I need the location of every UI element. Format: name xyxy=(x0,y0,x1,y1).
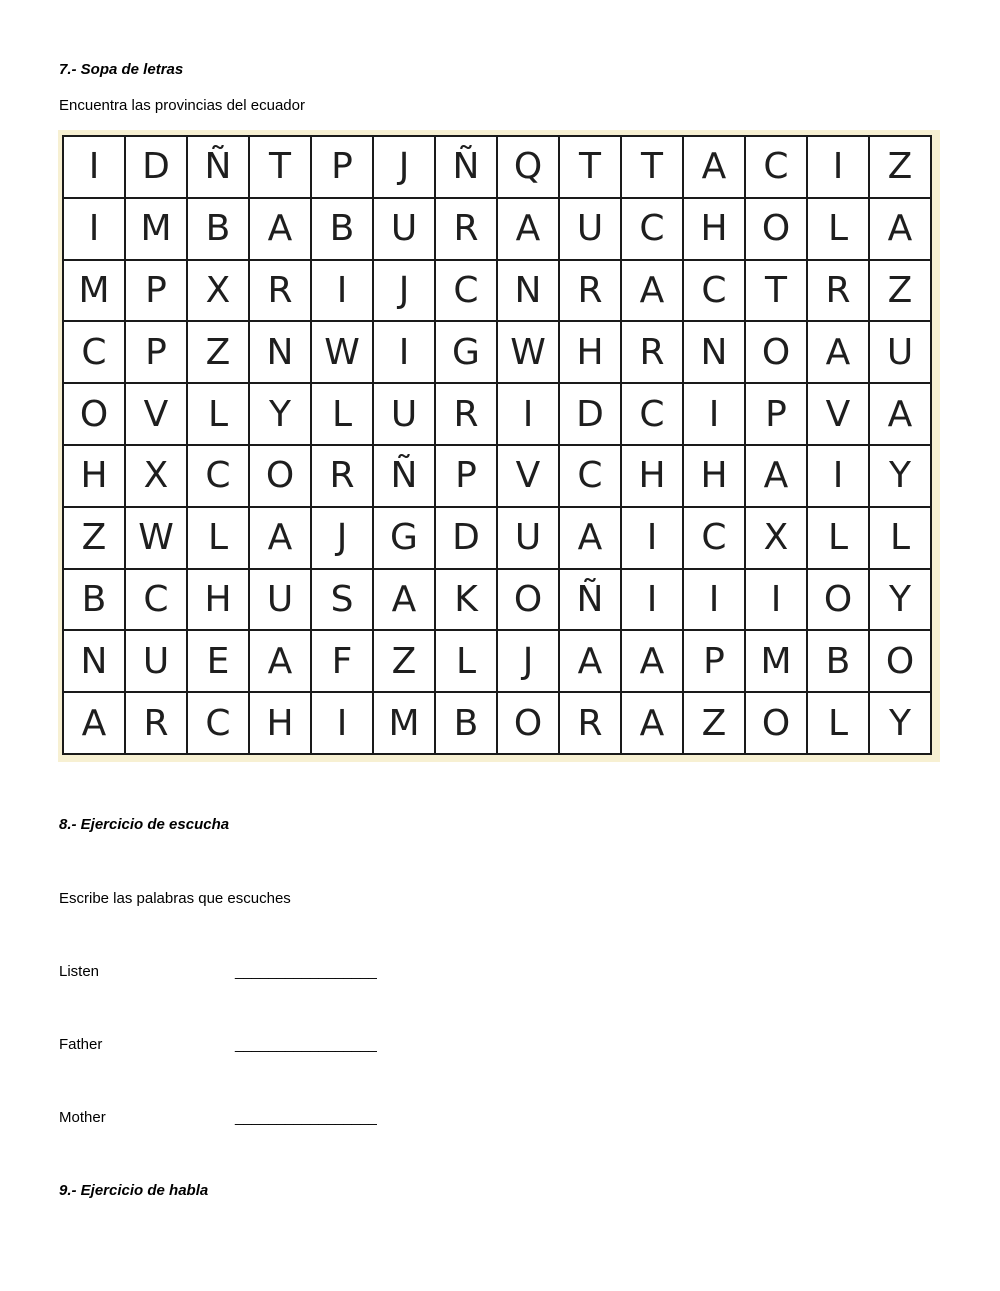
grid-cell[interactable]: D xyxy=(126,137,188,199)
section-8-instruction: Escribe las palabras que escuches xyxy=(59,890,291,907)
grid-cell[interactable]: C xyxy=(188,693,250,755)
grid-cell[interactable]: I xyxy=(808,137,870,199)
grid-cell[interactable]: R xyxy=(250,261,312,323)
grid-cell[interactable]: V xyxy=(808,384,870,446)
grid-cell[interactable]: M xyxy=(64,261,126,323)
grid-cell[interactable]: J xyxy=(498,631,560,693)
grid-cell[interactable]: R xyxy=(436,199,498,261)
grid-cell[interactable]: Z xyxy=(64,508,126,570)
grid-cell[interactable]: Y xyxy=(870,693,932,755)
grid-cell[interactable]: R xyxy=(436,384,498,446)
grid-cell[interactable]: G xyxy=(436,322,498,384)
grid-cell[interactable]: L xyxy=(808,508,870,570)
grid-cell[interactable]: M xyxy=(746,631,808,693)
grid-cell[interactable]: X xyxy=(188,261,250,323)
grid-cell[interactable]: U xyxy=(126,631,188,693)
grid-cell[interactable]: A xyxy=(870,199,932,261)
grid-cell[interactable]: S xyxy=(312,570,374,632)
grid-cell[interactable]: X xyxy=(126,446,188,508)
grid-cell[interactable]: Z xyxy=(870,261,932,323)
grid-cell[interactable]: L xyxy=(808,199,870,261)
grid-cell[interactable]: I xyxy=(622,570,684,632)
section-7-title: 7.- Sopa de letras xyxy=(59,61,184,78)
grid-cell[interactable]: Z xyxy=(870,137,932,199)
grid-cell[interactable]: Ñ xyxy=(374,446,436,508)
grid-cell[interactable]: T xyxy=(560,137,622,199)
grid-cell[interactable]: O xyxy=(64,384,126,446)
grid-cell[interactable]: Y xyxy=(250,384,312,446)
grid-cell[interactable]: A xyxy=(560,631,622,693)
grid-cell[interactable]: A xyxy=(560,508,622,570)
answer-blank[interactable]: _________________ xyxy=(235,1109,377,1126)
grid-cell[interactable]: O xyxy=(498,570,560,632)
grid-cell[interactable]: R xyxy=(622,322,684,384)
grid-cell[interactable]: A xyxy=(870,384,932,446)
grid-cell[interactable]: E xyxy=(188,631,250,693)
grid-cell[interactable]: I xyxy=(684,384,746,446)
grid-cell[interactable]: F xyxy=(312,631,374,693)
answer-blank[interactable]: _________________ xyxy=(235,1036,377,1053)
grid-cell[interactable]: P xyxy=(312,137,374,199)
grid-cell[interactable]: H xyxy=(684,199,746,261)
grid-cell[interactable]: I xyxy=(64,137,126,199)
grid-cell[interactable]: J xyxy=(374,261,436,323)
grid-cell[interactable]: H xyxy=(560,322,622,384)
grid-cell[interactable]: V xyxy=(126,384,188,446)
grid-cell[interactable]: A xyxy=(250,199,312,261)
grid-cell[interactable]: U xyxy=(374,384,436,446)
grid-cell[interactable]: L xyxy=(188,508,250,570)
grid-cell[interactable]: C xyxy=(64,322,126,384)
grid-cell[interactable]: L xyxy=(188,384,250,446)
grid-cell[interactable]: D xyxy=(560,384,622,446)
grid-cell[interactable]: C xyxy=(622,199,684,261)
grid-cell[interactable]: U xyxy=(498,508,560,570)
grid-cell[interactable]: T xyxy=(746,261,808,323)
grid-cell[interactable]: A xyxy=(498,199,560,261)
grid-cell[interactable]: G xyxy=(374,508,436,570)
grid-cell[interactable]: I xyxy=(312,261,374,323)
grid-cell[interactable]: R xyxy=(312,446,374,508)
grid-cell[interactable]: H xyxy=(684,446,746,508)
grid-cell[interactable]: C xyxy=(126,570,188,632)
grid-cell[interactable]: U xyxy=(250,570,312,632)
grid-cell[interactable]: I xyxy=(64,199,126,261)
grid-cell[interactable]: I xyxy=(746,570,808,632)
grid-cell[interactable]: W xyxy=(498,322,560,384)
section-8-title: 8.- Ejercicio de escucha xyxy=(59,816,230,833)
grid-cell[interactable]: B xyxy=(436,693,498,755)
grid-cell[interactable]: O xyxy=(250,446,312,508)
grid-cell[interactable]: P xyxy=(126,322,188,384)
grid-cell[interactable]: Z xyxy=(374,631,436,693)
grid-cell[interactable]: C xyxy=(188,446,250,508)
grid-cell[interactable]: O xyxy=(870,631,932,693)
grid-cell[interactable]: J xyxy=(312,508,374,570)
grid-cell[interactable]: Ñ xyxy=(188,137,250,199)
grid-cell[interactable]: Ñ xyxy=(436,137,498,199)
grid-cell[interactable]: I xyxy=(374,322,436,384)
word-label: Listen xyxy=(59,963,100,980)
grid-cell[interactable]: A xyxy=(250,631,312,693)
grid-cell[interactable]: K xyxy=(436,570,498,632)
grid-cell[interactable]: J xyxy=(374,137,436,199)
grid-cell[interactable]: A xyxy=(64,693,126,755)
grid-cell[interactable]: A xyxy=(808,322,870,384)
grid-cell[interactable]: A xyxy=(622,631,684,693)
word-row-father xyxy=(59,1036,459,1058)
grid-cell[interactable]: C xyxy=(746,137,808,199)
grid-cell[interactable]: X xyxy=(746,508,808,570)
grid-cell[interactable]: A xyxy=(684,137,746,199)
grid-cell[interactable]: B xyxy=(64,570,126,632)
answer-blank[interactable]: _________________ xyxy=(235,963,377,980)
grid-cell[interactable]: T xyxy=(622,137,684,199)
grid-cell[interactable]: N xyxy=(684,322,746,384)
grid-cell[interactable]: O xyxy=(808,570,870,632)
grid-cell[interactable]: W xyxy=(126,508,188,570)
grid-cell[interactable]: C xyxy=(560,446,622,508)
grid-cell[interactable]: C xyxy=(622,384,684,446)
grid-cell[interactable]: Ñ xyxy=(560,570,622,632)
grid-cell[interactable]: N xyxy=(250,322,312,384)
grid-cell[interactable]: P xyxy=(436,446,498,508)
grid-cell[interactable]: Z xyxy=(684,693,746,755)
word-label: Father xyxy=(59,1036,103,1053)
grid-cell[interactable]: O xyxy=(746,322,808,384)
grid-cell[interactable]: H xyxy=(64,446,126,508)
grid-cell[interactable]: B xyxy=(312,199,374,261)
section-7-instruction: Encuentra las provincias del ecuador xyxy=(59,97,305,114)
grid-cell[interactable]: I xyxy=(808,446,870,508)
grid-cell[interactable]: R xyxy=(808,261,870,323)
grid-cell[interactable]: H xyxy=(622,446,684,508)
grid-cell[interactable]: O xyxy=(498,693,560,755)
grid-cell[interactable]: B xyxy=(808,631,870,693)
grid-cell[interactable]: H xyxy=(250,693,312,755)
grid-cell[interactable]: A xyxy=(622,693,684,755)
grid-cell[interactable]: C xyxy=(684,508,746,570)
grid-cell[interactable]: Z xyxy=(188,322,250,384)
grid-cell[interactable]: L xyxy=(870,508,932,570)
grid-cell[interactable]: O xyxy=(746,693,808,755)
grid-cell[interactable]: P xyxy=(126,261,188,323)
grid-cell[interactable]: W xyxy=(312,322,374,384)
grid-cell[interactable]: N xyxy=(64,631,126,693)
grid-cell[interactable]: Y xyxy=(870,446,932,508)
grid-cell[interactable]: P xyxy=(684,631,746,693)
grid-cell[interactable]: A xyxy=(622,261,684,323)
grid-cell[interactable]: A xyxy=(746,446,808,508)
grid-cell[interactable]: B xyxy=(188,199,250,261)
word-search-grid xyxy=(62,135,932,755)
grid-cell[interactable]: I xyxy=(498,384,560,446)
word-label: Mother xyxy=(59,1109,106,1126)
grid-cell[interactable]: I xyxy=(622,508,684,570)
grid-cell[interactable]: U xyxy=(560,199,622,261)
section-9-title: 9.- Ejercicio de habla xyxy=(59,1182,209,1199)
grid-cell[interactable]: M xyxy=(374,693,436,755)
grid-cell[interactable]: L xyxy=(312,384,374,446)
grid-cell[interactable]: P xyxy=(746,384,808,446)
grid-cell[interactable]: C xyxy=(436,261,498,323)
grid-cell[interactable]: M xyxy=(126,199,188,261)
grid-cell[interactable]: R xyxy=(560,261,622,323)
grid-cell[interactable]: I xyxy=(684,570,746,632)
grid-cell[interactable]: R xyxy=(560,693,622,755)
word-row-mother xyxy=(59,1109,459,1131)
grid-cell[interactable]: L xyxy=(436,631,498,693)
word-row-listen xyxy=(59,963,459,985)
grid-cell[interactable]: N xyxy=(498,261,560,323)
grid-cell[interactable]: R xyxy=(126,693,188,755)
grid-cell[interactable]: L xyxy=(808,693,870,755)
grid-cell[interactable]: I xyxy=(312,693,374,755)
grid-cell[interactable]: U xyxy=(870,322,932,384)
grid-cell[interactable]: A xyxy=(250,508,312,570)
word-search-frame xyxy=(58,130,940,762)
grid-cell[interactable]: T xyxy=(250,137,312,199)
grid-cell[interactable]: Q xyxy=(498,137,560,199)
grid-cell[interactable]: Y xyxy=(870,570,932,632)
grid-cell[interactable]: D xyxy=(436,508,498,570)
grid-cell[interactable]: H xyxy=(188,570,250,632)
grid-cell[interactable]: C xyxy=(684,261,746,323)
grid-cell[interactable]: A xyxy=(374,570,436,632)
grid-cell[interactable]: U xyxy=(374,199,436,261)
grid-cell[interactable]: O xyxy=(746,199,808,261)
grid-cell[interactable]: V xyxy=(498,446,560,508)
